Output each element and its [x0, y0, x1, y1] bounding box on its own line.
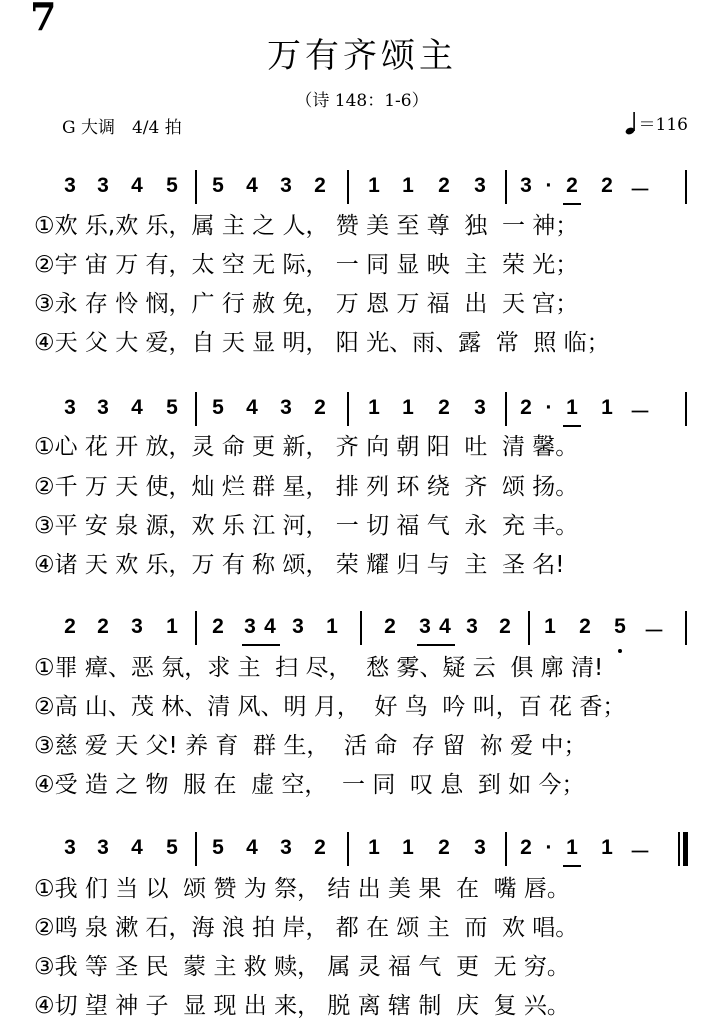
note: 2 [499, 615, 511, 638]
underline-beam [242, 644, 280, 646]
note: 4 [246, 396, 258, 419]
note: 3 [520, 174, 532, 197]
bar-line [360, 611, 362, 645]
note: 2 [601, 174, 613, 197]
lyric-line: ①我 们 当 以 颂 赞 为 祭， 结 出 美 果 在 嘴 唇。 [34, 876, 570, 902]
note: 3 [97, 396, 109, 419]
note: 3 [280, 396, 292, 419]
note: 2 [384, 615, 396, 638]
note: 4 [131, 174, 143, 197]
lyric-line: ②鸣 泉 漱 石，海 浪 拍 岸， 都 在 颂 主 而 欢 唱。 [34, 915, 579, 941]
note: 5 [166, 174, 178, 197]
note: 3 [64, 836, 76, 859]
note: 5 [212, 174, 224, 197]
note: 1 [402, 836, 414, 859]
note: 3 [64, 174, 76, 197]
note: 4 [246, 174, 258, 197]
note: 1 [402, 174, 414, 197]
note: 1 [601, 396, 613, 419]
final-bar-thin [678, 832, 680, 866]
underline-beam [563, 203, 581, 205]
lyric-line: ④诸 天 欢 乐，万 有 称 颂， 荣 耀 归 与 主 圣 名! [34, 552, 565, 578]
note: 2 [314, 396, 326, 419]
lyric-line: ③平 安 泉 源，欢 乐 江 河， 一 切 福 气 永 充 丰。 [34, 513, 579, 539]
note-dot: · [545, 836, 553, 859]
note: 3 [64, 396, 76, 419]
final-bar-thick [683, 832, 688, 866]
lyric-line: ①欢 乐,欢 乐，属 主 之 人， 赞 美 至 尊 独 一 神； [34, 213, 579, 239]
lyric-line: ④天 父 大 爱，自 天 显 明， 阳 光、雨、露 常 照 临； [34, 330, 610, 356]
note: 4 [264, 615, 276, 638]
note: 5 [614, 615, 626, 638]
note: 1 [402, 396, 414, 419]
note: 2 [64, 615, 76, 638]
underline-beam [563, 425, 581, 427]
bar-line [685, 611, 687, 645]
bar-line [505, 832, 507, 866]
note: 1 [601, 836, 613, 859]
note: 2 [520, 396, 532, 419]
underline-beam [417, 644, 455, 646]
note-dot: · [545, 174, 553, 197]
bar-line [685, 392, 687, 426]
lyric-line: ①罪 瘴、恶 氛，求 主 扫 尽， 愁 雾、疑 云 俱 廓 清! [34, 655, 604, 681]
note: 3 [97, 836, 109, 859]
note: 4 [131, 836, 143, 859]
note: 4 [439, 615, 451, 638]
note: 1 [544, 615, 556, 638]
note: 2 [97, 615, 109, 638]
note: 1 [566, 836, 578, 859]
note: 2 [438, 836, 450, 859]
bar-line [505, 170, 507, 204]
note: 3 [466, 615, 478, 638]
bar-line [528, 611, 530, 645]
note: 2 [579, 615, 591, 638]
note: 2 [314, 174, 326, 197]
note: 3 [419, 615, 431, 638]
key-time-signature: G 大调 4/4 拍 [62, 118, 182, 138]
note: 3 [474, 174, 486, 197]
note: 1 [368, 174, 380, 197]
bar-line [347, 170, 349, 204]
bar-line [195, 170, 197, 204]
bar-line [195, 611, 197, 645]
lyric-line: ④受 造 之 物 服 在 虚 空， 一 同 叹 息 到 如 今； [34, 772, 585, 798]
lyric-line: ②千 万 天 使，灿 烂 群 星， 排 列 环 绕 齐 颂 扬。 [34, 474, 579, 500]
lyric-line: ④切 望 神 子 显 现 出 来， 脱 离 辖 制 庆 复 兴。 [34, 993, 570, 1019]
note: 1 [368, 836, 380, 859]
underline-beam [563, 865, 581, 867]
note: 4 [246, 836, 258, 859]
note: 5 [166, 396, 178, 419]
note: 5 [166, 836, 178, 859]
low-octave-dot [618, 649, 622, 653]
note: 2 [520, 836, 532, 859]
lyric-line: ②宇 宙 万 有，太 空 无 际， 一 同 显 映 主 荣 光； [34, 252, 579, 278]
note: 3 [97, 174, 109, 197]
lyric-line: ②高 山、茂 林、清 风、明 月， 好 鸟 吟 叫，百 花 香； [34, 694, 626, 720]
tempo-value: ＝116 [638, 115, 688, 135]
bar-line [685, 170, 687, 204]
hymn-title: 万有齐颂主 [267, 36, 457, 76]
note: 3 [131, 615, 143, 638]
note: 1 [326, 615, 338, 638]
dash: － [629, 841, 651, 864]
dash: － [643, 620, 665, 643]
note: 3 [474, 836, 486, 859]
note: 3 [280, 174, 292, 197]
note: 3 [292, 615, 304, 638]
lyric-line: ③永 存 怜 悯，广 行 赦 免， 万 恩 万 福 出 天 宫； [34, 291, 579, 317]
note: 3 [474, 396, 486, 419]
note: 1 [368, 396, 380, 419]
bar-line [347, 392, 349, 426]
dash: － [629, 401, 651, 424]
hymn-number: 7 [30, 0, 55, 39]
lyric-line: ③我 等 圣 民 蒙 主 救 赎， 属 灵 福 气 更 无 穷。 [34, 954, 570, 980]
note: 5 [212, 396, 224, 419]
note: 2 [314, 836, 326, 859]
bar-line [195, 832, 197, 866]
note: 3 [280, 836, 292, 859]
note: 3 [244, 615, 256, 638]
note: 1 [566, 396, 578, 419]
quarter-note-icon [625, 111, 637, 135]
note-dot: · [545, 396, 553, 419]
dash: － [629, 179, 651, 202]
lyric-line: ③慈 爱 天 父! 养 育 群 生， 活 命 存 留 祢 爱 中； [34, 733, 587, 759]
tempo-marking [625, 110, 688, 135]
scripture-reference: （诗 148：1-6） [295, 91, 429, 111]
note: 1 [166, 615, 178, 638]
bar-line [347, 832, 349, 866]
bar-line [195, 392, 197, 426]
note: 2 [438, 174, 450, 197]
note: 2 [566, 174, 578, 197]
note: 5 [212, 836, 224, 859]
note: 2 [212, 615, 224, 638]
bar-line [505, 392, 507, 426]
note: 4 [131, 396, 143, 419]
lyric-line: ①心 花 开 放，灵 命 更 新， 齐 向 朝 阳 吐 清 馨。 [34, 434, 579, 460]
note: 2 [438, 396, 450, 419]
